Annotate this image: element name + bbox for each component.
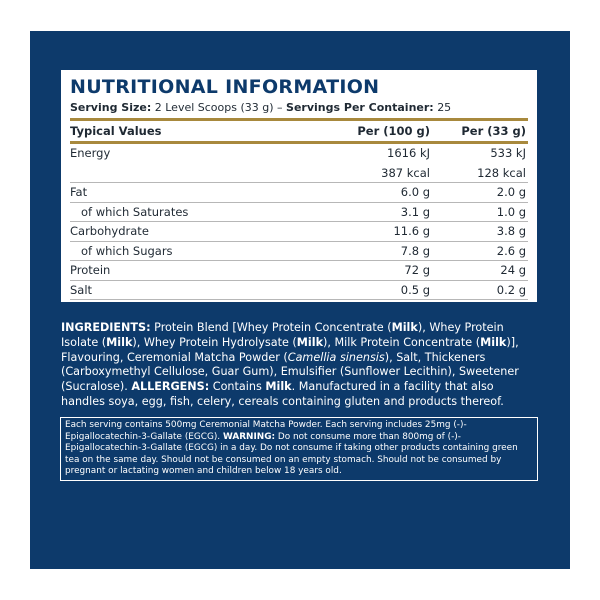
table-row (70, 222, 528, 242)
nutrition-facts-card (61, 70, 537, 302)
row-per33: 0.2 g (496, 282, 526, 297)
ingredients-segment: )], Flavouring, Ceremonial Matcha Powder ( (61, 335, 519, 364)
servings-per-container-value: 25 (437, 101, 452, 114)
row-per33: 2.6 g (496, 243, 526, 258)
table-row (70, 203, 528, 223)
gold-divider-top (70, 118, 528, 121)
header-per-33g: Per (33 g) (461, 124, 526, 138)
row-per33: 3.8 g (496, 224, 526, 238)
ingredients-heading: INGREDIENTS: (61, 321, 151, 334)
serving-separator: – (277, 101, 283, 114)
table-row (70, 183, 528, 203)
table-row (70, 144, 528, 164)
row-label: of which Saturates (81, 204, 189, 219)
nutrition-title: NUTRITIONAL INFORMATION (70, 76, 380, 98)
warning-box (60, 417, 538, 481)
row-per33: 2.0 g (496, 185, 526, 199)
table-row (70, 164, 528, 184)
serving-size-value: 2 Level Scoops (33 g) (154, 101, 274, 114)
row-label: Protein (70, 263, 111, 277)
warning-segment: Do not consume more than 800mg of (-)-Epigallocatechin-3-Gallate (EGCG) in a day. Do not consume if taking other products containing green tea on the same day. Should not be consumed on an empty stomach. Should not be consumed by pregnant or lactating women and children below 18 years old. (65, 431, 518, 477)
row-label: of which Sugars (81, 243, 173, 258)
latin-name: Camellia sinensis (287, 350, 385, 364)
row-label: Salt (70, 282, 93, 297)
row-label: Carbohydrate (70, 224, 149, 238)
table-row (70, 281, 528, 301)
allergen-milk: Milk (106, 335, 133, 349)
row-per100: 7.8 g (400, 243, 430, 258)
ingredients-segment: Contains (209, 380, 266, 394)
allergen-milk: Milk (391, 321, 418, 334)
row-label: Fat (70, 185, 88, 199)
row-per100: 11.6 g (393, 224, 430, 238)
table-row (70, 242, 528, 262)
row-label: Energy (70, 146, 111, 160)
allergen-milk: Milk (296, 335, 324, 349)
ingredients-segment: ), Whey Protein Hydrolysate ( (132, 335, 297, 349)
servings-per-container-label: Servings Per Container: (286, 101, 434, 114)
ingredients-segment: ), Milk Protein Concentrate ( (323, 335, 481, 349)
allergens-heading: ALLERGENS: (131, 380, 210, 394)
table-row (70, 261, 528, 281)
warning-heading: WARNING: (222, 431, 276, 442)
ingredients-segment: ), Whey Protein Isolate ( (61, 321, 504, 349)
row-per33: 24 g (500, 263, 526, 277)
row-per100: 1616 kJ (387, 146, 430, 160)
product-label-panel (30, 31, 570, 569)
warning-segment: Each serving contains 500mg Ceremonial Matcha Powder. Each serving includes 25mg (-)-Epigallocatechin-3-Gallate (EGCG). (65, 420, 467, 442)
row-per33: 533 kJ (490, 146, 526, 160)
row-per100: 72 g (404, 263, 430, 277)
ingredients-segment: . Manufactured in a facility that also handles soya, egg, fish, celery, cereals containing gluten and products thereof. (61, 380, 504, 408)
serving-info (70, 101, 451, 114)
header-per-100g: Per (100 g) (357, 124, 430, 138)
allergen-milk: Milk (480, 335, 507, 349)
ingredients-segment: ), Salt, Thickeners (Carboxymethyl Cellulose, Guar Gum), Emulsifier (Sunflower Lecithin), Sweetener (Sucralose). (61, 350, 519, 394)
row-per100: 3.1 g (400, 204, 430, 219)
row-per100: 6.0 g (400, 185, 430, 199)
nutrition-table-body (70, 144, 528, 300)
allergen-milk: Milk (265, 380, 292, 394)
header-typical-values: Typical Values (70, 124, 162, 138)
row-per100: 387 kcal (381, 165, 430, 180)
ingredients-segment: Protein Blend [Whey Protein Concentrate ( (150, 321, 392, 334)
nutrition-table-header (70, 122, 528, 140)
ingredients-text (61, 321, 539, 410)
serving-size-label: Serving Size: (70, 101, 152, 114)
row-per33: 128 kcal (477, 165, 526, 180)
row-per100: 0.5 g (400, 282, 430, 297)
row-per33: 1.0 g (496, 204, 526, 219)
